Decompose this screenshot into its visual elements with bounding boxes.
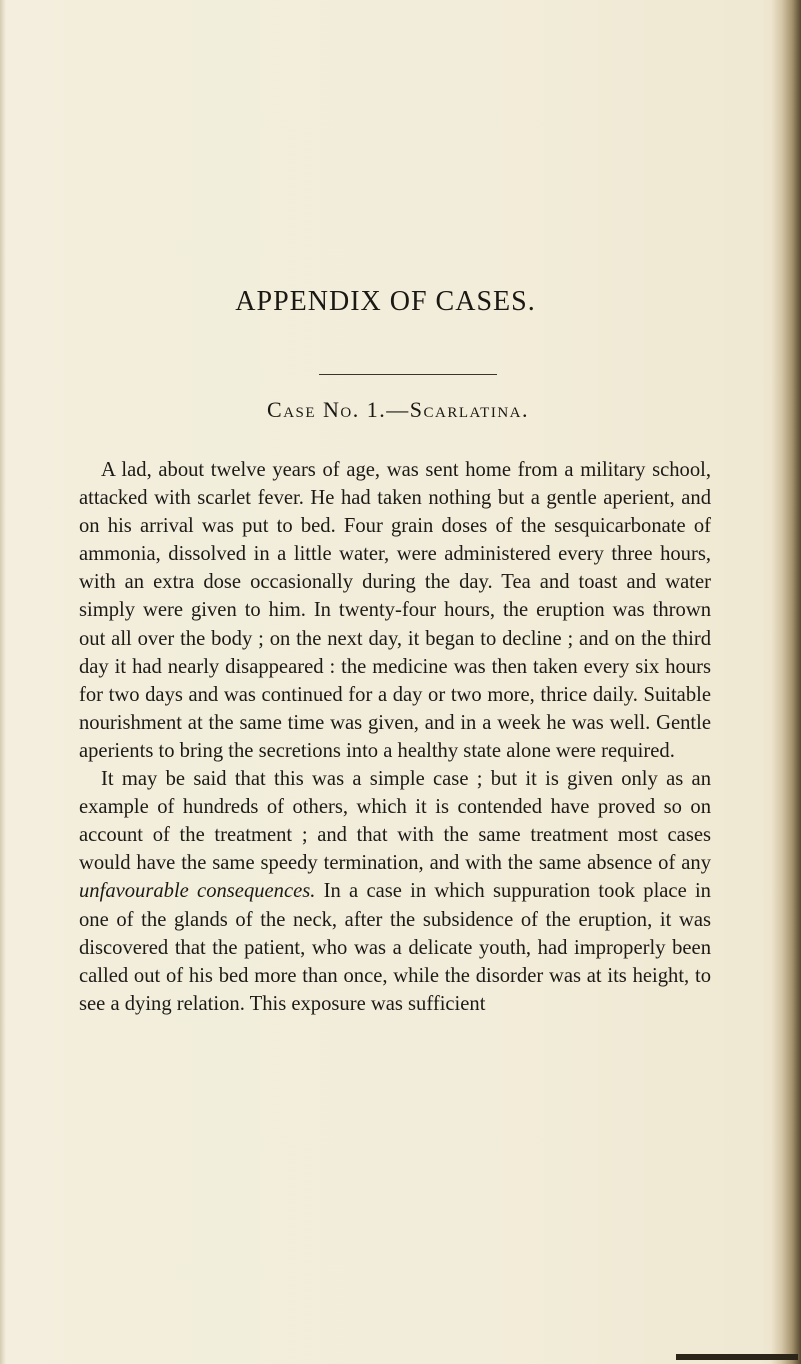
paragraph-2	[79, 765, 711, 1018]
page-right-edge-shadow	[771, 0, 801, 1364]
case-heading: Case No. 1.—Scarlatina.	[267, 397, 529, 422]
paragraph-2-text-b: In a case in which suppuration took place in one of the glands of the neck, after the subsidence of the eruption, it was discovered that the patient, who was a delicate youth, had improperly been called out of his bed more than once, while the disorder was at its height, to see a dying relation. This exposure was sufficient	[79, 880, 711, 1015]
paragraph-2-italic-phrase: unfavourable consequences.	[79, 880, 316, 903]
title-divider-rule	[319, 374, 497, 375]
page-left-edge	[0, 0, 6, 1364]
appendix-title: APPENDIX OF CASES.	[235, 286, 536, 317]
paragraph-1-text: A lad, about twelve years of age, was sent home from a military school, attacked with scarlet fever. He had taken nothing but a gentle aperient, and on his arrival was put to bed. Four grain doses of the sesquicarbonate of ammonia, dissolved in a little water, were administered every three hours, with an extra dose occasionally during the day. Tea and toast and water simply were given to him. In twenty-four hours, the eruption was thrown out all over the body ; on the next day, it began to decline ; and on the third day it had nearly disappeared : the medicine was then taken every six hours for two days and was continued for a day or two more, thrice daily. Suitable nourishment at the same time was given, and in a week he was well. Gentle aperients to bring the secretions into a healthy state alone were required.	[79, 459, 711, 762]
bottom-edge-rule	[676, 1354, 798, 1360]
paragraph-1	[79, 456, 711, 765]
body-text	[79, 456, 711, 1018]
paragraph-2-text-a: It may be said that this was a simple case ; but it is given only as an example of hundreds of others, which it is contended have proved so on account of the treatment ; and that with the same treatment most cases would have the same speedy termination, and with the same absence of any	[79, 768, 711, 875]
